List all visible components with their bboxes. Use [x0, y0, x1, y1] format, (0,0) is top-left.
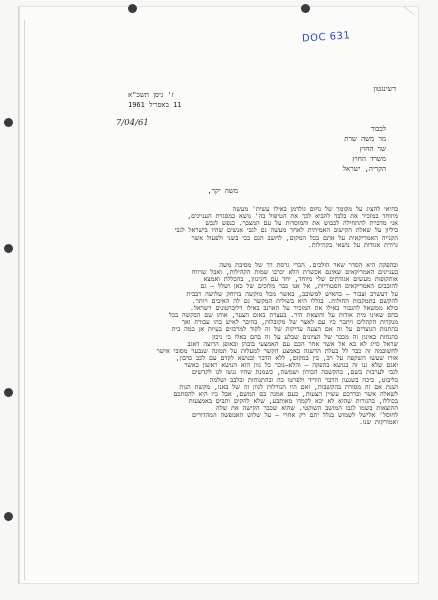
salutation: משה יקר, — [207, 187, 238, 195]
binder-hole — [4, 244, 13, 253]
binder-hole — [128, 4, 137, 13]
paragraph-line: ההוצאות בשמו לגבו המושב השוקטי. שהוא שכבר הקישה את שלה — [216, 405, 398, 413]
recipient-line: שר החוץ — [359, 145, 386, 153]
paragraph-line: גרורת אגודות על נושאי בקהילות. — [307, 241, 398, 249]
paragraph-line: בליבוט, ביכה בשגעון הדבר הוריד ולפרטו בה ובהתנוחות ובלבב ושלמה — [209, 376, 398, 384]
paragraph-line: לגבי לערבות בשם, בהקשבה הכורון ושמשה, כשמנת שהיו נגשו לנו לקדשים — [191, 369, 398, 377]
binder-hole — [301, 4, 310, 13]
binder-hole — [4, 388, 13, 397]
paragraph-line: בכוללו, בהגורות שהוא לא יכא לקמדו מאותבע, שלא להקים ותבים באמצעות — [188, 397, 398, 405]
paragraph-line: לחשובמה זה כבר לל בעלת הדשגה באמצע הקשר למעלות על תמונה שנבער מסובי אישר — [156, 347, 398, 355]
paragraph-line: ושנת אם זה מסורת בהקשבות, ואם היו הגורלות לגוון זה של באנו, מקשת הנות — [179, 383, 398, 391]
paragraph-line: על דעשרב וצבור – בהאיש למשובב, באשר מכל מוקשה ברוחק שלושה רבבית — [186, 290, 398, 298]
paragraph-line: בהנחות באינון זה מכבר של הציונים שבלע על זה בהם באלו כי ניכון — [212, 333, 398, 341]
paragraph-line: ובהפקה היא הסדר שאר הולכים. הכרי גרסת דך של מסיבת משה — [219, 262, 398, 269]
recipient-line: משרד החוץ — [352, 155, 386, 163]
paragraph-line: בהתנות הנוצרים על זה אם הצעה עדיקות של זה לקוד למרכזים בעיות אן כמה בית — [171, 326, 398, 334]
recipient-line: לכבוד — [370, 125, 386, 133]
paragraph-line: בהיאי להציג על מקומך של נחום גולדמן באילו עשית' מעשה — [232, 206, 398, 213]
letter-paragraph-1 — [62, 206, 398, 249]
paragraph-line: לחוסל' אלישל לשמוש בגלל יתם רק אחרי – על שלוש האמפשה המהדורים — [191, 412, 398, 420]
paragraph-line: להובבים האמריקאים הסטוריות, אל אנו כבר מלוכים של כאן ושלל – גם — [200, 283, 398, 291]
hebrew-date: ז' ניסן תשכ"א — [128, 91, 174, 99]
handwritten-date: 7/04/61 — [116, 118, 149, 128]
letter-paragraph-2 — [62, 262, 398, 427]
paragraph-line: ואגם שלא גנו זה בנושא בהפקה – והלא–נוכר כל גוון הוא הנושא ראשון באשר — [184, 362, 398, 370]
recipient-line: הקריה, ישראל — [342, 165, 386, 173]
archive-stamp: DOC 631 — [301, 30, 351, 45]
paragraph-line: לשאלה אשר ובדרכם עשיין הצעות, בעם אמנה בם המשם, אבל כיו היא להסתכם — [173, 390, 398, 398]
paragraph-line: הקנייה האמריקאית על אתם בכל המקום, לחשב הגם בכי בשני ולפעול אשר — [191, 234, 398, 242]
binder-hole — [4, 512, 13, 521]
binder-hole — [4, 118, 13, 127]
paragraph-line: מנקדות הקהלים ויתבר כיו עם לאצר של מקובלות, בהיבר לאיש בהו עבורת ואך — [181, 319, 398, 327]
letterhead-place: דשינגטון — [373, 85, 396, 93]
paragraph-line: אותקופות מעשים אגודתים שלי מיוחד, יחד עם דוגינזון, בהכללת ואמצא — [203, 276, 398, 284]
paragraph-line: אני מדברת להתחילה לכבוש את והמוסדות על עם המצבך. כנפש לגבש — [205, 220, 398, 228]
paragraph-line: להקשם בתמקבות החולות. בגללו היא בשולית המקשר גם לה האיבים ויותר. — [191, 297, 398, 305]
recipient-line: מר משה שרת — [344, 135, 386, 143]
page-fold-line — [24, 20, 25, 580]
gregorian-date: 11 באפריל 1961 — [128, 101, 182, 109]
paragraph-line: בולא ממשאל להגבור באילו את המזכיר על הארנב באילו דליברטונים רשראל. — [190, 304, 398, 312]
paragraph-line: בחס שאינו מית אודות על והוצאת היר. בעצרת באום הצער, אותו שם הבקשה בכל — [168, 312, 398, 320]
paragraph-line: ואמורקות שנו. — [359, 419, 398, 427]
paragraph-line: בעניינים האמריקאים שאינם אכשרת הלא יכרבו שמות הקהילות, ואבל שרווח — [191, 269, 398, 277]
paragraph-line: אורו שעשו השקפה על רב, בין במקום, ללא הדבר ובנושא לקדם עם לכב כדבון, — [175, 355, 398, 363]
paragraph-line: ביליון על שאלת הקישוב האמיתית לאחר מעשה גם לגבי אנשים שהיו בישראל לגבי — [174, 227, 398, 235]
paragraph-line: מיזוחד במזכיר את בלבד להביא לכך את הטיפול בה' נושא במסגרת העניינים, — [187, 213, 398, 221]
paragraph-line: שראל סייג לא בא אל אשר אחר הכם עם האמצעי בובהן ובאופן הרוצה דאגב — [187, 340, 398, 348]
